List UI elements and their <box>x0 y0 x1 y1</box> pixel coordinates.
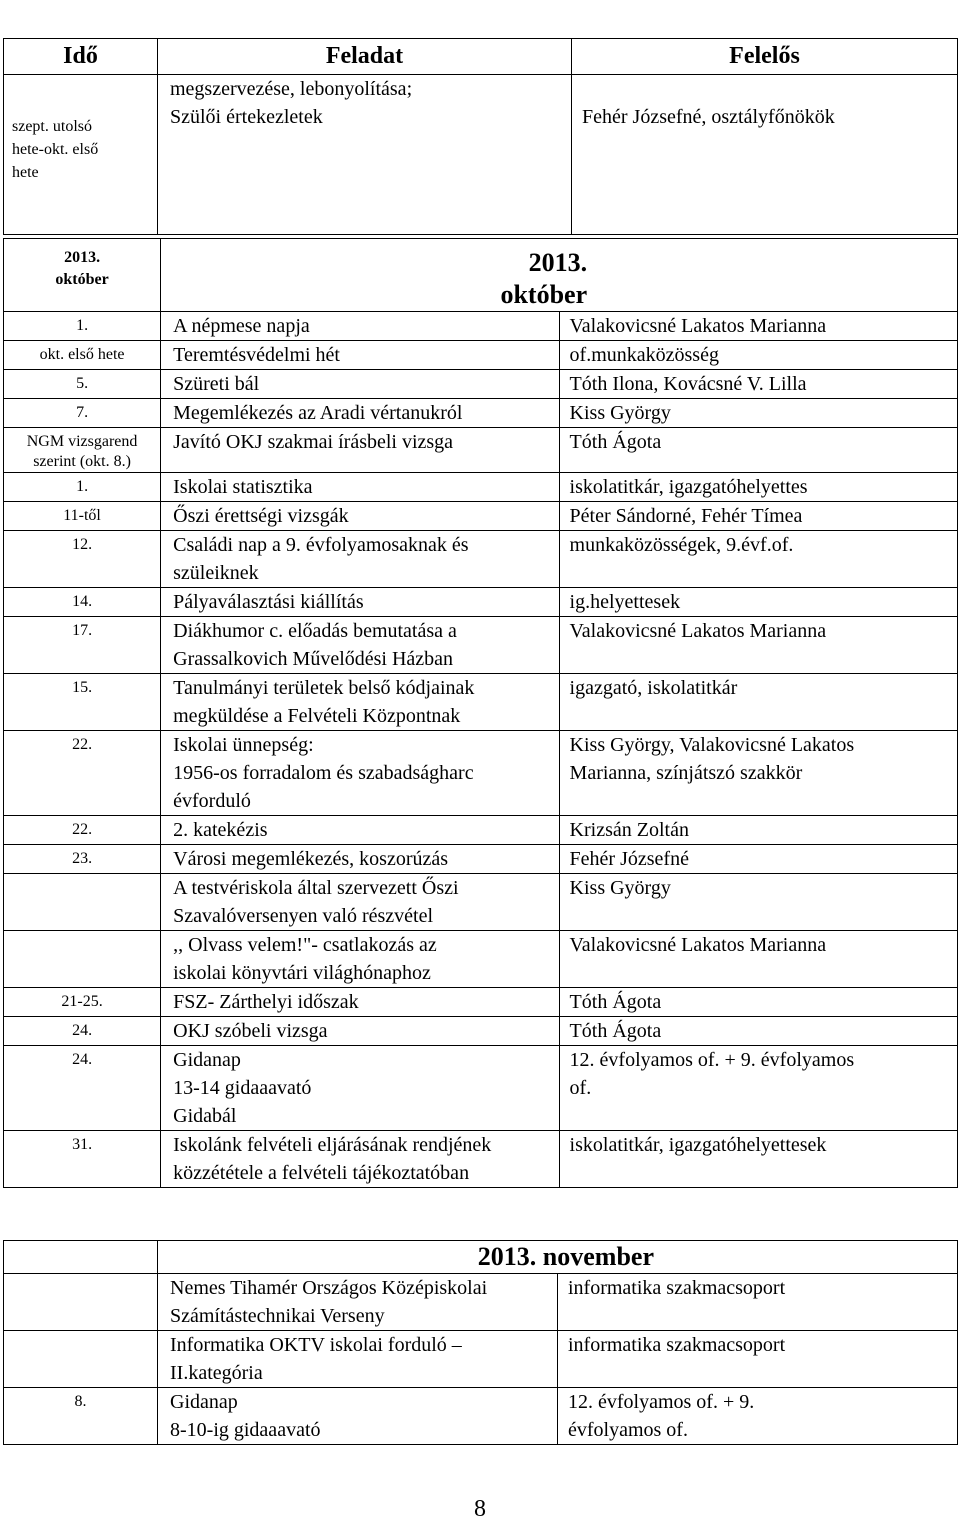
row-task: Megemlékezés az Aradi vértanukról <box>161 399 559 428</box>
header-responsible: Felelős <box>572 39 958 75</box>
row-responsible: Tóth Ágota <box>559 428 957 473</box>
row-responsible: Kiss György <box>559 874 957 931</box>
table-row <box>4 874 958 931</box>
row-responsible: Krizsán Zoltán <box>559 816 957 845</box>
row-task: Városi megemlékezés, koszorúzás <box>161 845 559 874</box>
row-date: 15. <box>4 674 161 731</box>
october-rows <box>4 312 958 1188</box>
row-task: Informatika OKTV iskolai forduló – II.kategória <box>158 1331 558 1388</box>
row-date: 22. <box>4 731 161 816</box>
row-responsible: Péter Sándorné, Fehér Tímea <box>559 502 957 531</box>
row-task: OKJ szóbeli vizsga <box>161 1017 559 1046</box>
row-date: 23. <box>4 845 161 874</box>
table-row <box>4 1017 958 1046</box>
header-time: Idő <box>4 39 158 75</box>
table-row <box>4 341 958 370</box>
table-row <box>4 1388 958 1445</box>
row-date: 1. <box>4 312 161 341</box>
row-task: Gidanap 8-10-ig gidaaavató <box>158 1388 558 1445</box>
table-row <box>4 1131 958 1188</box>
row-task: Tanulmányi területek belső kódjainak megküldése a Felvételi Központnak <box>161 674 559 731</box>
table-row <box>4 75 958 235</box>
row-responsible: Valakovicsné Lakatos Marianna <box>559 312 957 341</box>
row-task: Pályaválasztási kiállítás <box>161 588 559 617</box>
october-month-title <box>161 239 958 312</box>
row-responsible: informatika szakmacsoport <box>558 1331 958 1388</box>
sept-task-line2: Szülői értekezletek <box>170 106 323 128</box>
row-responsible: Tóth Ilona, Kovácsné V. Lilla <box>559 370 957 399</box>
schedule-table-november <box>3 1240 958 1445</box>
row-responsible: munkaközösségek, 9.évf.of. <box>559 531 957 588</box>
sept-responsible: Fehér Józsefné, osztályfőnökök <box>572 75 958 235</box>
sept-date: szept. utolsó hete-okt. első hete <box>4 75 158 235</box>
table-row <box>4 428 958 473</box>
table-row <box>4 370 958 399</box>
row-task: Iskolánk felvételi eljárásának rendjének közzététele a felvételi tájékoztatóban <box>161 1131 559 1188</box>
row-responsible: iskolatitkár, igazgatóhelyettesek <box>559 1131 957 1188</box>
row-date: 14. <box>4 588 161 617</box>
row-responsible: informatika szakmacsoport <box>558 1274 958 1331</box>
table-row <box>4 531 958 588</box>
november-label <box>4 1241 158 1274</box>
row-responsible: Valakovicsné Lakatos Marianna <box>559 931 957 988</box>
october-label: 2013. október <box>4 239 161 312</box>
row-date: 12. <box>4 531 161 588</box>
row-task: 2. katekézis <box>161 816 559 845</box>
row-task: Teremtésvédelmi hét <box>161 341 559 370</box>
row-responsible: 12. évfolyamos of. + 9. évfolyamos of. <box>559 1046 957 1131</box>
row-date: 11-től <box>4 502 161 531</box>
row-responsible: Fehér Józsefné <box>559 845 957 874</box>
table-row <box>4 845 958 874</box>
table-row <box>4 1274 958 1331</box>
row-date <box>4 1331 158 1388</box>
table-row <box>4 731 958 816</box>
table-row <box>4 988 958 1017</box>
october-title-text: 2013. október <box>500 248 588 309</box>
row-date: NGM vizsgarend szerint (okt. 8.) <box>4 428 161 473</box>
row-task: Javító OKJ szakmai írásbeli vizsga <box>161 428 559 473</box>
table-row <box>4 617 958 674</box>
row-task: Gidanap 13-14 gidaaavató Gidabál <box>161 1046 559 1131</box>
row-task: A népmese napja <box>161 312 559 341</box>
row-date <box>4 874 161 931</box>
table-row <box>4 588 958 617</box>
row-task: Családi nap a 9. évfolyamosaknak és szüleiknek <box>161 531 559 588</box>
month-row-october <box>4 239 958 312</box>
row-date: 5. <box>4 370 161 399</box>
row-date: 31. <box>4 1131 161 1188</box>
header-task: Feladat <box>158 39 572 75</box>
november-rows <box>4 1274 958 1445</box>
row-task: Iskolai ünnepség: 1956-os forradalom és szabadságharc évforduló <box>161 731 559 816</box>
row-task: Szüreti bál <box>161 370 559 399</box>
row-date: 8. <box>4 1388 158 1445</box>
row-date <box>4 1274 158 1331</box>
row-date <box>4 931 161 988</box>
table-row <box>4 1046 958 1131</box>
row-responsible: Tóth Ágota <box>559 1017 957 1046</box>
table-row <box>4 502 958 531</box>
row-date: okt. első hete <box>4 341 161 370</box>
table-row <box>4 674 958 731</box>
schedule-table-october <box>3 238 958 1188</box>
row-task: FSZ- Zárthelyi időszak <box>161 988 559 1017</box>
row-task: Diákhumor c. előadás bemutatása a Grassalkovich Művelődési Házban <box>161 617 559 674</box>
row-task: Őszi érettségi vizsgák <box>161 502 559 531</box>
row-date: 1. <box>4 473 161 502</box>
row-responsible: of.munkaközösség <box>559 341 957 370</box>
month-row-november <box>4 1241 958 1274</box>
row-responsible: ig.helyettesek <box>559 588 957 617</box>
row-date: 17. <box>4 617 161 674</box>
row-responsible: iskolatitkár, igazgatóhelyettes <box>559 473 957 502</box>
row-responsible: Tóth Ágota <box>559 988 957 1017</box>
row-date: 7. <box>4 399 161 428</box>
table-row <box>4 1331 958 1388</box>
table-row <box>4 312 958 341</box>
header-row <box>4 39 958 75</box>
row-date: 22. <box>4 816 161 845</box>
table-row <box>4 816 958 845</box>
november-title-text: 2013. november <box>477 1242 654 1271</box>
row-responsible: Valakovicsné Lakatos Marianna <box>559 617 957 674</box>
schedule-table-september <box>3 38 958 235</box>
table-row <box>4 399 958 428</box>
row-date: 21-25. <box>4 988 161 1017</box>
row-responsible: Kiss György, Valakovicsné Lakatos Marianna, színjátszó szakkör <box>559 731 957 816</box>
november-month-title <box>158 1241 958 1274</box>
table-row <box>4 931 958 988</box>
sept-task-line1: megszervezése, lebonyolítása; <box>170 78 413 100</box>
row-task: Nemes Tihamér Országos Középiskolai Számítástechnikai Verseny <box>158 1274 558 1331</box>
row-date: 24. <box>4 1017 161 1046</box>
row-task: Iskolai statisztika <box>161 473 559 502</box>
row-task: A testvériskola által szervezett Őszi Szavalóversenyen való részvétel <box>161 874 559 931</box>
row-responsible: igazgató, iskolatitkár <box>559 674 957 731</box>
table-row <box>4 473 958 502</box>
row-responsible: 12. évfolyamos of. + 9. évfolyamos of. <box>558 1388 958 1445</box>
sept-task <box>158 75 572 235</box>
page-number: 8 <box>474 1496 486 1522</box>
row-date: 24. <box>4 1046 161 1131</box>
row-responsible: Kiss György <box>559 399 957 428</box>
row-task: ,, Olvass velem!"- csatlakozás az iskolai könyvtári világhónaphoz <box>161 931 559 988</box>
